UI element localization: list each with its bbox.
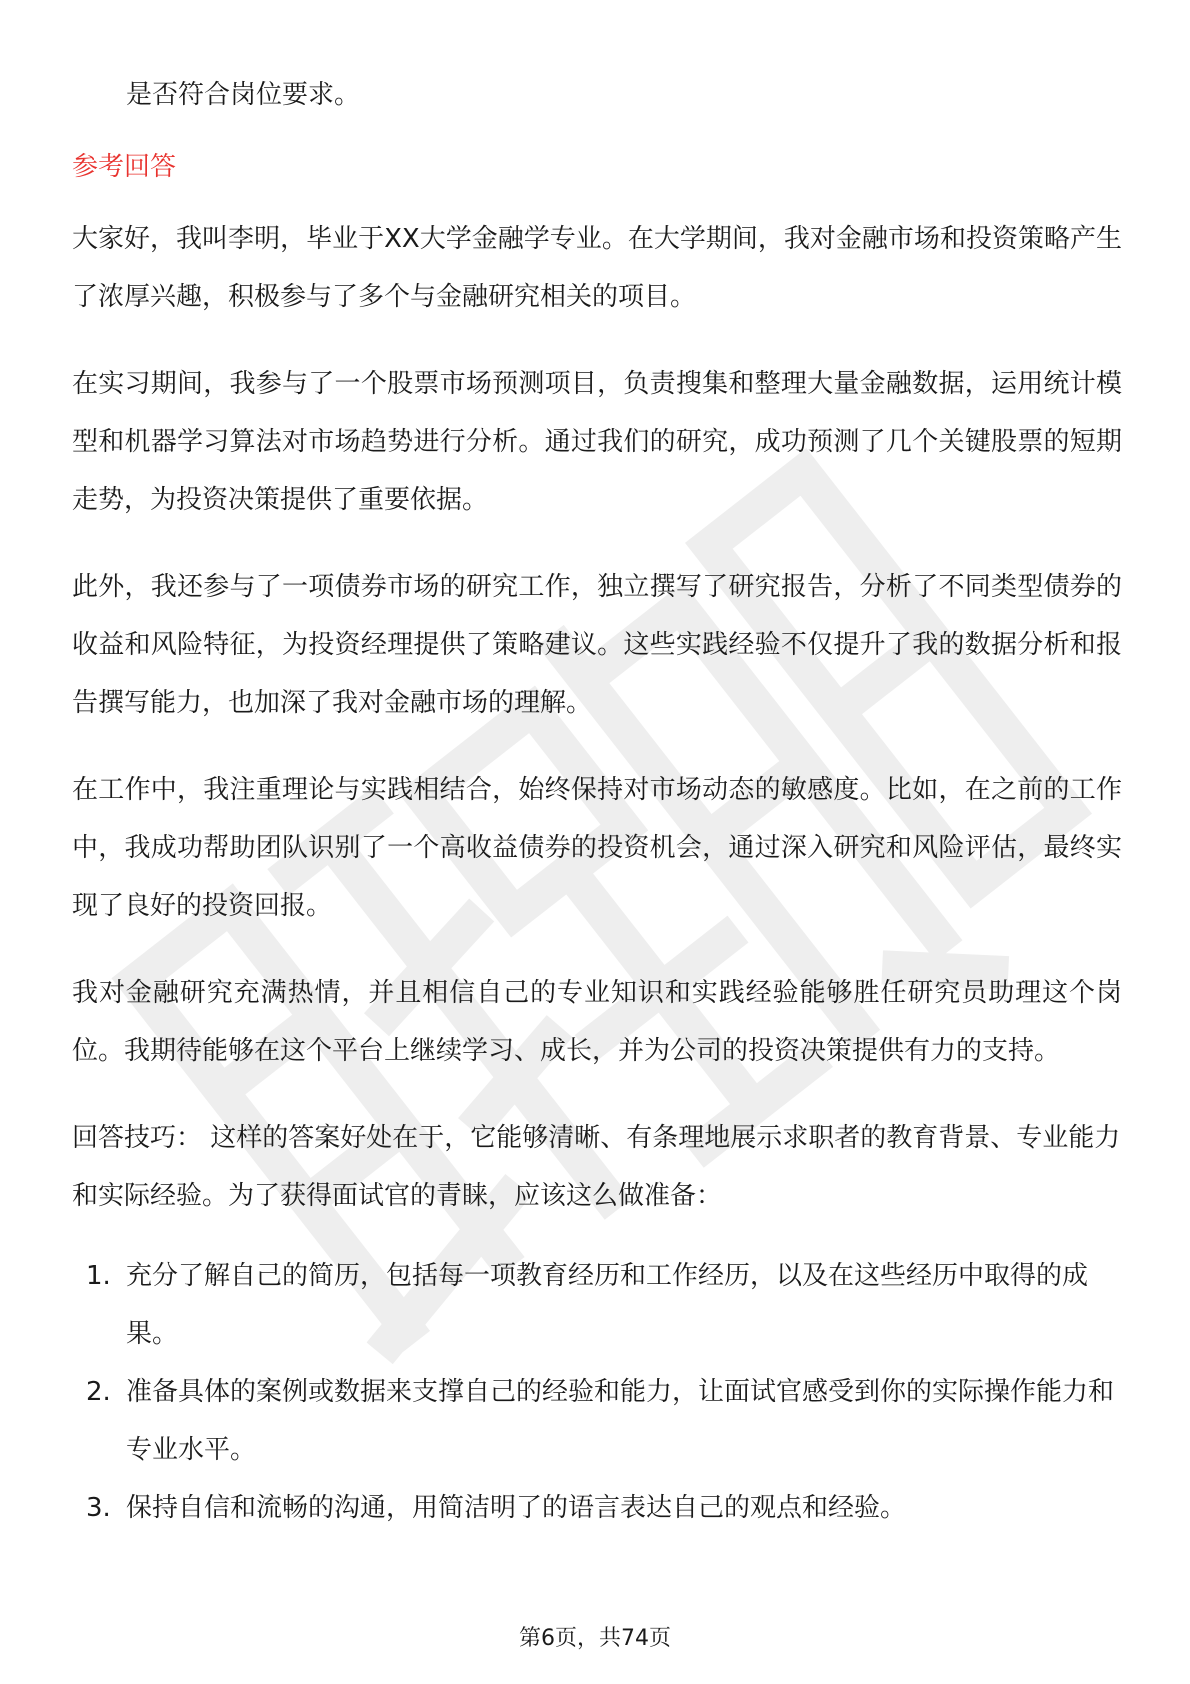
paragraph: 我对金融研究充满热情，并且相信自己的专业知识和实践经验能够胜任研究员助理这个岗位。我期待能够在这个平台上继续学习、成长，并为公司的投资决策提供有力的支持。 (72, 978, 1122, 1066)
list-item (72, 1479, 1122, 1537)
page-number-footer: 第6页，共74页 (519, 1626, 671, 1651)
list-item-text: 充分了解自己的简历，包括每一项教育经历和工作经历，以及在这些经历中取得的成果。 (126, 1261, 1089, 1349)
paragraph: 在实习期间，我参与了一个股票市场预测项目，负责搜集和整理大量金融数据，运用统计模型和机器学习算法对市场趋势进行分析。通过我们的研究，成功预测了几个关键股票的短期走势，为投资决策提供了重要依据。 (72, 369, 1122, 515)
section-title: 参考回答 (72, 152, 177, 182)
continuation-text: 是否符合岗位要求。 (126, 80, 361, 110)
list-item (72, 1363, 1122, 1479)
list-item (72, 1247, 1122, 1363)
paragraph: 大家好，我叫李明，毕业于XX大学金融学专业。在大学期间，我对金融市场和投资策略产生了浓厚兴趣，积极参与了多个与金融研究相关的项目。 (72, 224, 1122, 312)
preparation-list (72, 1247, 1122, 1537)
paragraph: 在工作中，我注重理论与实践相结合，始终保持对市场动态的敏感度。比如，在之前的工作中，我成功帮助团队识别了一个高收益债券的投资机会，通过深入研究和风险评估，最终实现了良好的投资回报。 (72, 775, 1122, 921)
paragraph: 此外，我还参与了一项债券市场的研究工作，独立撰写了研究报告，分析了不同类型债券的收益和风险特征，为投资经理提供了策略建议。这些实践经验不仅提升了我的数据分析和报告撰写能力，也加深了我对金融市场的理解。 (72, 572, 1122, 718)
answer-tips: 回答技巧： 这样的答案好处在于，它能够清晰、有条理地展示求职者的教育背景、专业能力和实际经验。为了获得面试官的青睐，应该这么做准备： (72, 1123, 1121, 1211)
list-item-text: 保持自信和流畅的沟通，用简洁明了的语言表达自己的观点和经验。 (126, 1493, 907, 1523)
page-content (72, 66, 1122, 1537)
list-item-text: 准备具体的案例或数据来支撑自己的经验和能力，让面试官感受到你的实际操作能力和专业水平。 (126, 1377, 1115, 1465)
list-number: 2. (86, 1377, 111, 1407)
list-number: 1. (86, 1261, 111, 1291)
list-number: 3. (86, 1493, 111, 1523)
